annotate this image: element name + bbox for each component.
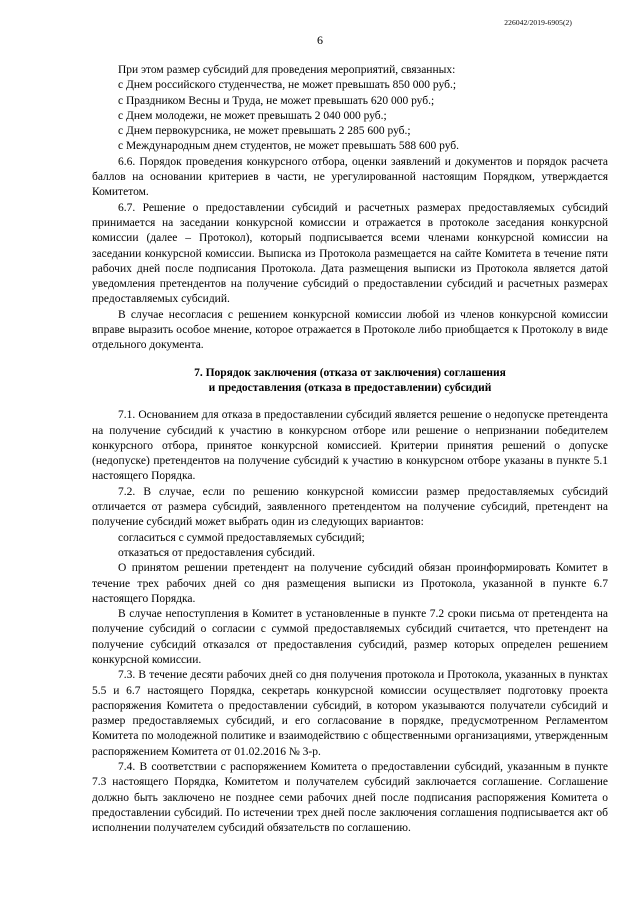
paragraph-7-2: 7.2. В случае, если по решению конкурсной комиссии размер предоставляемых субсидий отличается от размера субсидий, заявленного претендентом на получение субсидий, претендент на получение субсидий может выбрать один из следующих вариантов: (92, 485, 608, 529)
events-intro: При этом размер субсидий для проведения мероприятий, связанных: (118, 64, 456, 76)
event-item: с Международным днем студентов, не может превышать 588 600 руб. (118, 140, 460, 153)
event-item: с Днем российского студенчества, не может превышать 850 000 руб.; (118, 79, 457, 92)
document-body (92, 63, 608, 837)
section-7-title-line2: и предоставления (отказа в предоставлении) субсидий (208, 381, 492, 394)
paragraph-6-6: 6.6. Порядок проведения конкурсного отбора, оценки заявлений и документов и порядок расчета баллов на основании критериев в части, не урегулированной настоящим Порядком, утверждается Комитетом. (92, 155, 608, 199)
event-item: с Праздником Весны и Труда, не может превышать 620 000 руб.; (118, 94, 435, 107)
paragraph-inform: О принятом решении претендент на получение субсидий обязан проинформировать Комитет в течение трех рабочих дней со дня размещения выписки из Протокола, указанной в пункте 6.7 настоящего Порядка. (92, 562, 608, 605)
document-id: 226042/2019-6905(2) (504, 18, 572, 27)
event-item: с Днем молодежи, не может превышать 2 040 000 руб.; (118, 109, 387, 122)
paragraph-6-7: 6.7. Решение о предоставлении субсидий и расчетных размерах предоставляемых субсидий принимается на заседании конкурсной комиссии и отражается в протоколе заседания конкурсной комиссии (далее – Протокол), который подписывается всеми членами конкурсной комиссии на заседании конкурсной комиссии. Выписка из Протокола размещается на сайте Комитета в течение пяти рабочих дней после подписания Протокола. Дата размещения выписки из Протокола является датой уведомления претендентов на получение субсидий о предоставлении субсидий и расчетных размерах предоставляемых субсидий. (92, 201, 608, 306)
option-item: согласиться с суммой предоставляемых субсидий; (118, 531, 365, 544)
section-7-title-line1: 7. Порядок заключения (отказа от заключения) соглашения (194, 366, 506, 379)
event-item: с Днем первокурсника, не может превышать 2 285 600 руб.; (118, 125, 411, 138)
paragraph-nonreceipt: В случае непоступления в Комитет в установленные в пункте 7.2 сроки письма от претендента на получение субсидий о согласии с суммой предоставляемых субсидий считается, что претендент на получение субсидий отказался от предоставления субсидий, размер которых определен решением конкурсной комиссии. (92, 608, 608, 666)
paragraph-disagreement: В случае несогласия с решением конкурсной комиссии любой из членов конкурсной комиссии вправе выразить особое мнение, которое отражается в Протоколе либо приобщается к Протоколу в виде отдельного документа. (92, 308, 608, 352)
paragraph-7-1: 7.1. Основанием для отказа в предоставлении субсидий является решение о недопуске претендента на получение субсидий к участию в конкурсном отборе или решение о непризнании победителем конкурсного отбора, принятое конкурсной комиссией. Критерии принятия решений о допуске (недопуске) претендентов на получение субсидий к участию в конкурсном отборе указаны в пункте 5.1 настоящего Порядка. (92, 409, 608, 483)
option-item: отказаться от предоставления субсидий. (118, 546, 315, 559)
paragraph-7-3: 7.3. В течение десяти рабочих дней со дня получения протокола и Протокола, указанных в пунктах 5.5 и 6.7 настоящего Порядка, секретарь конкурсной комиссии осуществляет подготовку проекта распоряжения Комитета о предоставлении субсидий, в котором указываются получатели субсидий и размер предоставляемых субсидий, и его согласование в порядке, предусмотренном Регламентом Комитета по молодежной политике и взаимодействию с общественными организациями, утвержденным распоряжением Комитета от 01.02.2016 № 3-р. (92, 669, 608, 758)
section-7-title (92, 366, 608, 397)
paragraph-7-4: 7.4. В соответствии с распоряжением Комитета о предоставлении субсидий, указанным в пункте 7.3 настоящего Порядка, Комитетом и получателем субсидий заключается соглашение. Соглашение должно быть заключено не позднее семи рабочих дней после подписания распоряжения Комитета о предоставлении субсидий. По истечении трех дней после заключения соглашения подписывается акт об исполнении получателем субсидий обязательств по соглашению. (92, 761, 608, 835)
page-number: 6 (317, 33, 323, 47)
